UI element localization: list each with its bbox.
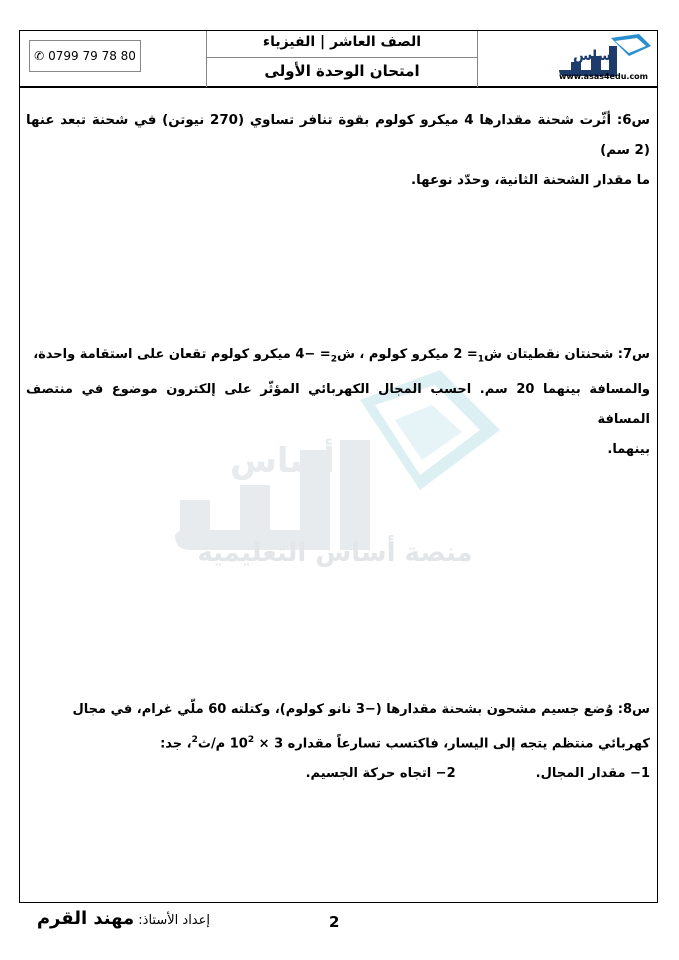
question-8 xyxy=(26,695,650,789)
q8-sup2: 2 xyxy=(191,735,198,745)
logo-url: www.asas4edu.com xyxy=(558,72,649,81)
q6-line1: س6: أثّرت شحنة مقدارها 4 ميكرو كولوم بقوة تنافر تساوي (270 نيوتن) في شحنة تبعد عنها (2 سم) xyxy=(26,113,651,158)
q8-line2-part1: كهربائي منتظم يتجه إلى اليسار، فاكتسب تسارعاً مقداره 3 × 10 xyxy=(229,736,650,752)
q8-line2 xyxy=(26,725,650,759)
logo-text: أساس xyxy=(573,48,617,64)
q6-line2: ما مقدار الشحنة الثانية، وحدّد نوعها. xyxy=(411,173,650,188)
q7-part3: = −4 ميكرو كولوم تقعان على استقامة واحدة، xyxy=(33,347,331,362)
q8-item1: 1− مقدار المجال. xyxy=(535,766,650,782)
watermark-caption: منصة أساس التعليمية xyxy=(197,538,473,568)
phone-box xyxy=(29,40,141,72)
watermark-logo-text: أساس xyxy=(230,441,335,481)
title-box xyxy=(206,31,478,87)
q7-line2: والمسافة بينهما 20 سم. احسب المجال الكهربائي المؤثّر على إلكترون موضوع في منتصف المسافة xyxy=(26,381,650,427)
q8-line1: س8: وُضع جسيم مشحون بشحنة مقدارها (−3 نانو كولوم)، وكتلته 60 ملّي غرام، في مجال xyxy=(72,702,650,717)
teacher-name: مهند القرم xyxy=(36,908,135,929)
q7-part2: = 2 ميكرو كولوم ، ش xyxy=(336,347,478,362)
q8-items xyxy=(26,759,650,789)
q8-line2-part2: م/ث xyxy=(197,736,230,752)
q7-part1: س7: شحنتان نقطيتان ش xyxy=(484,347,650,362)
phone-number: 0799 79 78 80 xyxy=(48,49,136,63)
q8-item2: 2− اتجاه حركة الجسيم. xyxy=(305,766,456,782)
q7-sub1: 1 xyxy=(477,354,485,365)
q8-line2-part3: ، جد: xyxy=(160,736,192,752)
q7-line1 xyxy=(26,340,650,375)
title-divider xyxy=(207,57,477,58)
question-7 xyxy=(26,340,650,465)
q7-line3: بينهما. xyxy=(607,441,650,457)
q7-sub2: 2 xyxy=(330,354,337,365)
phone-icon: ✆ xyxy=(34,49,45,63)
prepared-by-label: إعداد الأستاذ: xyxy=(138,913,210,928)
footer-author xyxy=(37,908,210,929)
class-subject: الصف العاشر | الفيزياء xyxy=(262,34,422,50)
q8-sup1: 2 xyxy=(247,735,255,745)
page-number: 2 xyxy=(329,913,340,931)
question-6 xyxy=(26,106,650,196)
exam-title: امتحان الوحدة الأولى xyxy=(264,62,420,80)
